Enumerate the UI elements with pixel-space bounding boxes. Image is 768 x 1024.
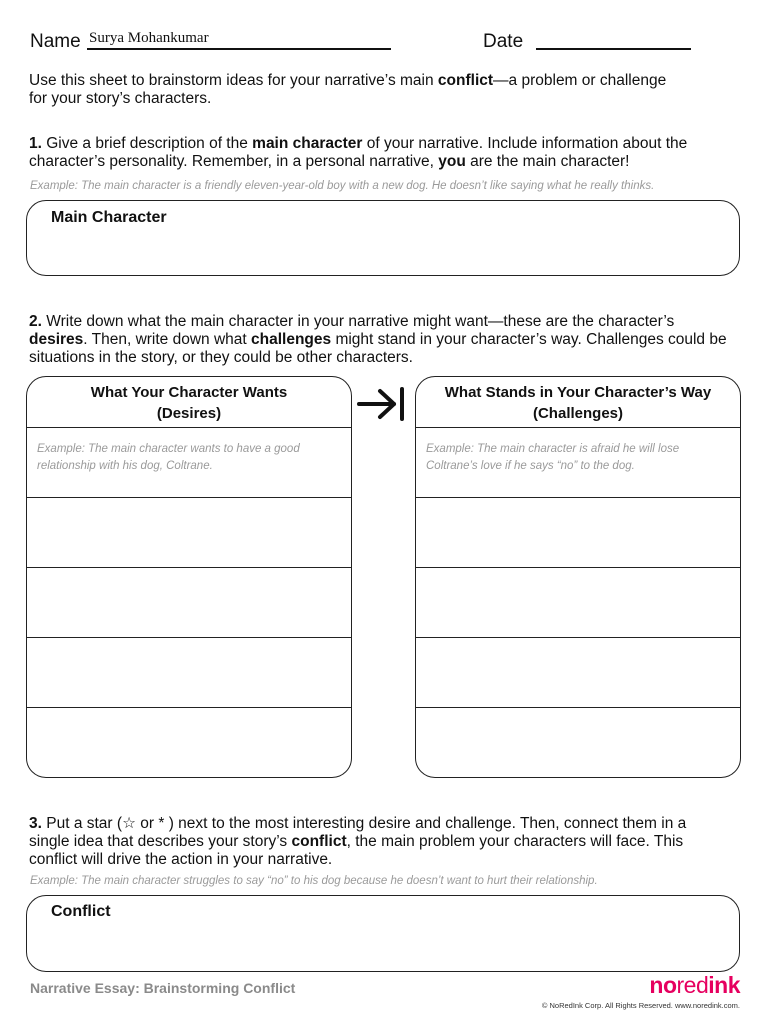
question-number: 1.	[29, 135, 42, 152]
desires-header-title: What Your Character Wants	[90, 384, 288, 401]
challenges-header	[416, 377, 740, 427]
desires-row[interactable]	[27, 497, 351, 567]
desires-row[interactable]	[27, 707, 351, 777]
logo-part-no: no	[649, 972, 677, 998]
challenges-header-subtitle: (Challenges)	[532, 405, 623, 422]
challenges-example: Example: The main character is afraid he will lose Coltrane’s love if he says “no” to the dog.	[426, 443, 680, 472]
main-character-box[interactable]	[26, 200, 740, 276]
desires-table	[26, 376, 352, 778]
question-number: 3.	[29, 815, 42, 832]
q3-text-3: , the main problem your characters will face. This conflict will drive the action in your narrative.	[29, 833, 684, 868]
name-label: Name	[30, 31, 81, 52]
q1-bold-2: you	[438, 153, 466, 170]
arrow-right-to-bar-icon	[356, 386, 406, 422]
desires-row[interactable]	[27, 567, 351, 637]
challenges-row[interactable]	[416, 707, 740, 777]
star-icon: ☆	[122, 815, 136, 832]
challenges-row[interactable]	[416, 497, 740, 567]
challenges-row[interactable]	[416, 427, 740, 497]
challenges-row[interactable]	[416, 637, 740, 707]
q1-text-2: of your narrative. Include information about the character’s personality. Remember, in a personal narrative,	[29, 135, 688, 170]
challenges-row[interactable]	[416, 567, 740, 637]
desires-row[interactable]	[27, 427, 351, 497]
main-character-label: Main Character	[51, 209, 167, 226]
challenges-header-title: What Stands in Your Character’s Way	[444, 384, 712, 401]
noredink-logo	[649, 972, 740, 999]
name-line	[87, 48, 391, 50]
desires-header-subtitle: (Desires)	[156, 405, 222, 422]
footer-title: Narrative Essay: Brainstorming Conflict	[30, 980, 296, 996]
q2-text-3: might stand in your character’s way. Challenges could be situations in the story, or they could be other characters.	[29, 331, 727, 366]
date-field[interactable]	[536, 48, 691, 50]
name-value[interactable]: Surya Mohankumar	[89, 30, 209, 46]
question-1	[29, 135, 729, 171]
intro-bold: conflict	[437, 72, 494, 89]
q1-text-3: are the main character!	[465, 153, 630, 170]
logo-part-ink: ink	[708, 972, 740, 998]
question-number: 2.	[29, 313, 42, 330]
intro-text: Use this sheet to brainstorm ideas for your narrative’s main	[29, 72, 438, 89]
q3-text-2: or * ) next to the most interesting desire and challenge. Then, connect them in a single idea that describes your story’s	[29, 815, 687, 850]
q2-text-2: . Then, write down what	[83, 331, 252, 348]
q3-text-1: Put a star (	[41, 815, 123, 832]
question-3	[29, 815, 729, 869]
intro-text-end: —a problem or challenge for your story’s characters.	[29, 72, 667, 107]
conflict-label: Conflict	[51, 903, 111, 920]
q3-bold-1: conflict	[291, 833, 347, 850]
desires-example: Example: The main character wants to have a good relationship with his dog, Coltrane.	[37, 443, 300, 472]
logo-part-red: red	[676, 972, 709, 998]
date-label: Date	[483, 31, 524, 52]
copyright-text: © NoRedInk Corp. All Rights Reserved. www.noredink.com.	[541, 1001, 740, 1010]
question-2	[29, 313, 729, 367]
desires-header	[27, 377, 351, 427]
q3-example: Example: The main character struggles to say “no” to his dog because he doesn’t want to hurt their relationship.	[30, 875, 598, 887]
conflict-box[interactable]	[26, 895, 740, 972]
q2-bold-1: desires	[29, 331, 84, 348]
q2-text-1: Write down what the main character in your narrative might want—these are the character’s	[41, 313, 675, 330]
q1-example: Example: The main character is a friendly eleven-year-old boy with a new dog. He doesn’t like saying what he really thinks.	[30, 180, 655, 192]
q2-bold-2: challenges	[251, 331, 332, 348]
desires-row[interactable]	[27, 637, 351, 707]
intro-paragraph	[29, 72, 669, 108]
q1-text-1: Give a brief description of the	[41, 135, 253, 152]
challenges-table	[415, 376, 741, 778]
q1-bold-1: main character	[252, 135, 363, 152]
